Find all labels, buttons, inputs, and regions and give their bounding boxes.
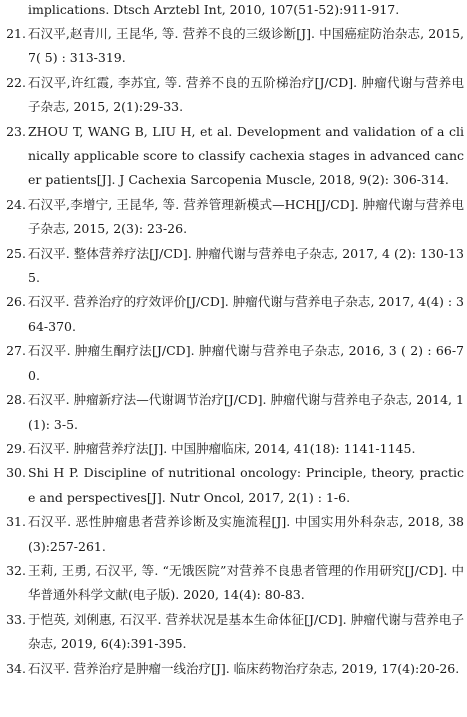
reference-number: 25. (6, 245, 26, 261)
reference-item (0, 437, 467, 461)
reference-text: 石汉平,许红霞, 李苏宜, 等. 营养不良的五阶梯治疗[J/CD]. 肿瘤代谢与营养电子杂志, 2015, 2(1):29-33. (28, 74, 464, 115)
reference-text: 石汉平. 营养治疗的疗效评价[J/CD]. 肿瘤代谢与营养电子杂志, 2017, 4(4) : 364-370. (28, 294, 464, 334)
reference-item (0, 388, 467, 437)
reference-text: 石汉平. 肿瘤营养疗法[J]. 中国肿瘤临床, 2014, 41(18): 1141-1145. (28, 440, 416, 456)
reference-item (0, 120, 467, 193)
reference-item (0, 242, 467, 291)
reference-text: 石汉平. 营养治疗是肿瘤一线治疗[J]. 临床药物治疗杂志, 2019, 17(4):20-26. (28, 660, 460, 676)
reference-text: 石汉平. 肿瘤生酮疗法[J/CD]. 肿瘤代谢与营养电子杂志, 2016, 3 ( 2) : 66-70. (28, 343, 464, 383)
reference-text: 石汉平. 恶性肿瘤患者营养诊断及实施流程[J]. 中国实用外科杂志, 2018, 38(3):257-261. (28, 514, 464, 554)
reference-text: 石汉平. 肿瘤新疗法—代谢调节治疗[J/CD]. 肿瘤代谢与营养电子杂志, 2014, 1(1): 3-5. (28, 392, 464, 432)
reference-number: 21. (6, 26, 26, 41)
reference-item (0, 193, 467, 242)
reference-number: 33. (6, 611, 26, 627)
reference-item (0, 461, 467, 510)
reference-text: Shi H P. Discipline of nutritional oncology: Principle, theory, practice and perspectives[J]. Nutr Oncol, 2017, 2(1) : 1-6. (28, 465, 464, 505)
reference-number: 30. (6, 465, 26, 481)
reference-item (0, 290, 467, 339)
reference-number: 27. (6, 343, 26, 359)
reference-item (0, 22, 467, 71)
reference-number: 31. (6, 514, 26, 530)
reference-list (0, 22, 467, 681)
reference-text: 王莉, 王勇, 石汉平, 等. “无饿医院”对营养不良患者管理的作用研究[J/CD]. 中华普通外科学文献(电子版). 2020, 14(4): 80-83. (28, 562, 464, 603)
reference-item (0, 510, 467, 559)
reference-continuation: implications. Dtsch Arztebl Int, 2010, 107(51-52):911-917. (28, 2, 400, 17)
reference-number: 22. (6, 74, 26, 90)
reference-text: 石汉平. 整体营养疗法[J/CD]. 肿瘤代谢与营养电子杂志, 2017, 4 (2): 130-135. (28, 245, 464, 286)
reference-text: ZHOU T, WANG B, LIU H, et al. Development and validation of a clinically applicable score to classify cachexia stages in advanced cancer patients[J]. J Cachexia Sarcopenia Muscle, 2018, 9(2): 306-314. (28, 123, 464, 188)
reference-item (0, 608, 467, 657)
reference-number: 24. (6, 196, 26, 212)
reference-item (0, 657, 467, 681)
reference-item (0, 339, 467, 388)
reference-number: 26. (6, 294, 26, 310)
reference-number: 29. (6, 440, 26, 456)
reference-number: 32. (6, 562, 26, 578)
reference-text: 石汉平,赵青川, 王昆华, 等. 营养不良的三级诊断[J]. 中国癌症防治杂志, 2015, 7( 5) : 313-319. (28, 26, 464, 66)
reference-text: 石汉平,李增宁, 王昆华, 等. 营养管理新模式—HCH[J/CD]. 肿瘤代谢与营养电子杂志, 2015, 2(3): 23-26. (28, 196, 464, 237)
reference-number: 23. (6, 123, 26, 139)
reference-number: 34. (6, 660, 26, 676)
reference-number: 28. (6, 392, 26, 408)
reference-item (0, 71, 467, 120)
reference-text: 于恺英, 刘俐惠, 石汉平. 营养状况是基本生命体征[J/CD]. 肿瘤代谢与营养电子杂志, 2019, 6(4):391-395. (28, 611, 464, 652)
reference-item (0, 559, 467, 608)
